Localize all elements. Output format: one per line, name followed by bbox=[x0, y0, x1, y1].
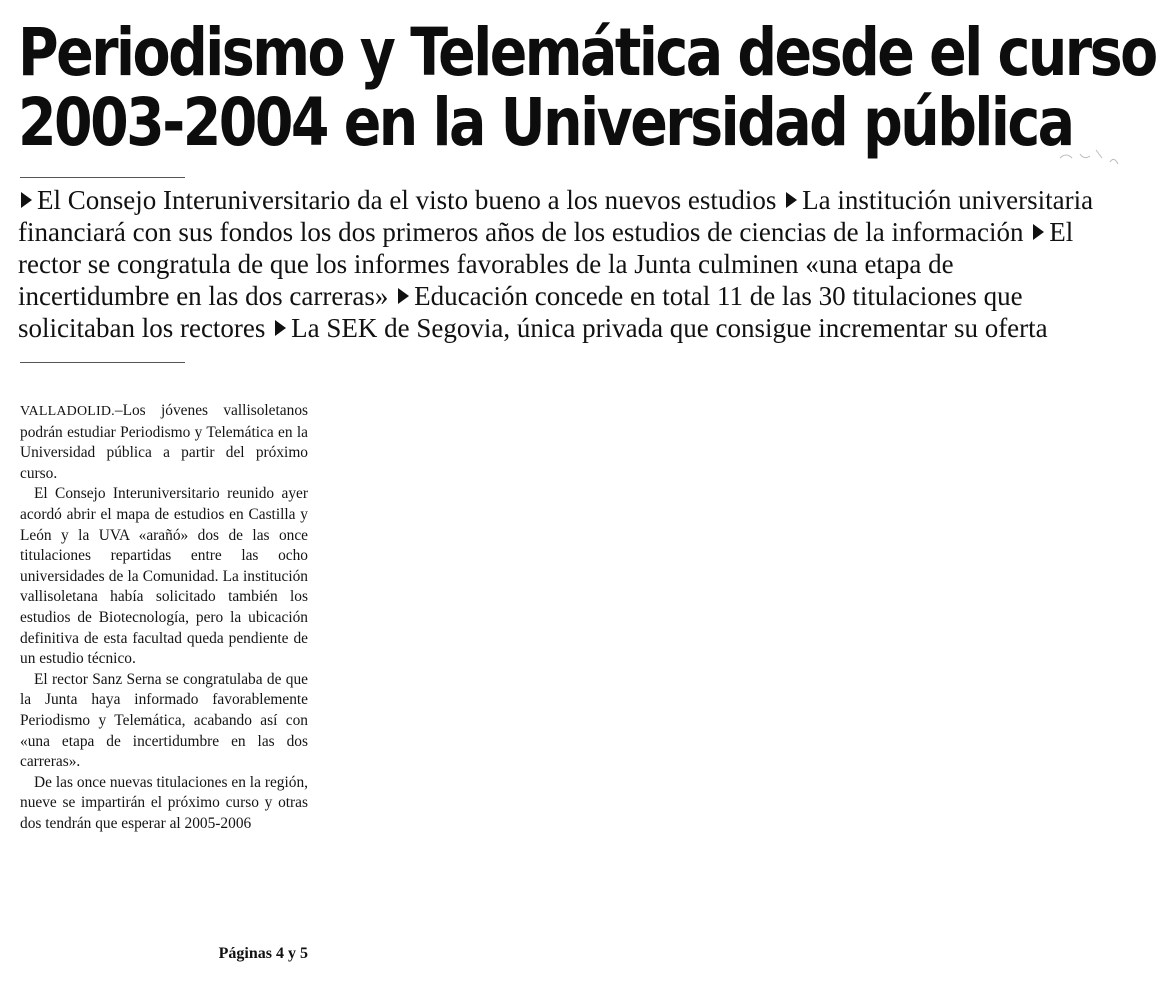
headline-line-1: Periodismo y Telemática desde el curso bbox=[18, 14, 1156, 91]
deck-text: rector se congratula de que los informes favorables de la Junta culminen «una etapa de bbox=[18, 249, 954, 279]
bottom-rule bbox=[20, 362, 185, 363]
triangle-bullet-icon bbox=[1033, 224, 1044, 240]
dateline: VALLADOLID. bbox=[20, 404, 115, 419]
triangle-bullet-icon bbox=[398, 288, 409, 304]
handwritten-mark-icon bbox=[1040, 140, 1130, 190]
deck-line-4 bbox=[18, 280, 1164, 312]
deck-line-1 bbox=[18, 184, 1164, 216]
deck-line-2 bbox=[18, 216, 1164, 248]
deck-text: Educación concede en total 11 de las 30 titulaciones que bbox=[414, 281, 1023, 311]
paragraph-1-text: –Los jóvenes vallisoletanos podrán estudiar Periodismo y Telemática en la Universidad pública a partir del próximo curso. bbox=[20, 402, 308, 482]
triangle-bullet-icon bbox=[275, 320, 286, 336]
top-rule bbox=[20, 177, 185, 178]
paragraph-3: El rector Sanz Serna se congratulaba de que la Junta haya informado favorablemente Periodismo y Telemática, acabando así con «una etapa de incertidumbre en las dos carreras». bbox=[20, 670, 308, 771]
deck-text: financiará con sus fondos los dos primeros años de los estudios de ciencias de la información bbox=[18, 217, 1031, 247]
paragraph-1 bbox=[20, 401, 308, 484]
deck-text: La institución universitaria bbox=[802, 185, 1094, 215]
deck-summary bbox=[18, 184, 1164, 344]
headline-line-2: 2003-2004 en la Universidad pública bbox=[18, 84, 1073, 161]
deck-line-3 bbox=[18, 248, 1164, 280]
deck-text: La SEK de Segovia, única privada que consigue incrementar su oferta bbox=[291, 313, 1048, 343]
deck-line-5 bbox=[18, 312, 1164, 344]
triangle-bullet-icon bbox=[21, 192, 32, 208]
article-body bbox=[20, 401, 308, 834]
deck-text: El bbox=[1049, 217, 1074, 247]
paragraph-4: De las once nuevas titulaciones en la región, nueve se impartirán el próximo curso y otras dos tendrán que esperar al 2005-2006 bbox=[20, 773, 308, 832]
deck-text: solicitaban los rectores bbox=[18, 313, 273, 343]
headline bbox=[18, 14, 1156, 161]
deck-text: incertidumbre en las dos carreras» bbox=[18, 281, 396, 311]
paragraph-2: El Consejo Interuniversitario reunido ayer acordó abrir el mapa de estudios en Castilla y León y la UVA «arañó» dos de las once titulaciones repartidas entre las ocho universidades de la Comunidad. La institución vallisoletana había solicitado también los estudios de Biotecnología, pero la ubicación definitiva de esta facultad queda pendiente de un estudio técnico. bbox=[20, 485, 308, 668]
triangle-bullet-icon bbox=[786, 192, 797, 208]
page-reference: Páginas 4 y 5 bbox=[218, 945, 308, 962]
deck-text: El Consejo Interuniversitario da el visto bueno a los nuevos estudios bbox=[37, 185, 784, 215]
